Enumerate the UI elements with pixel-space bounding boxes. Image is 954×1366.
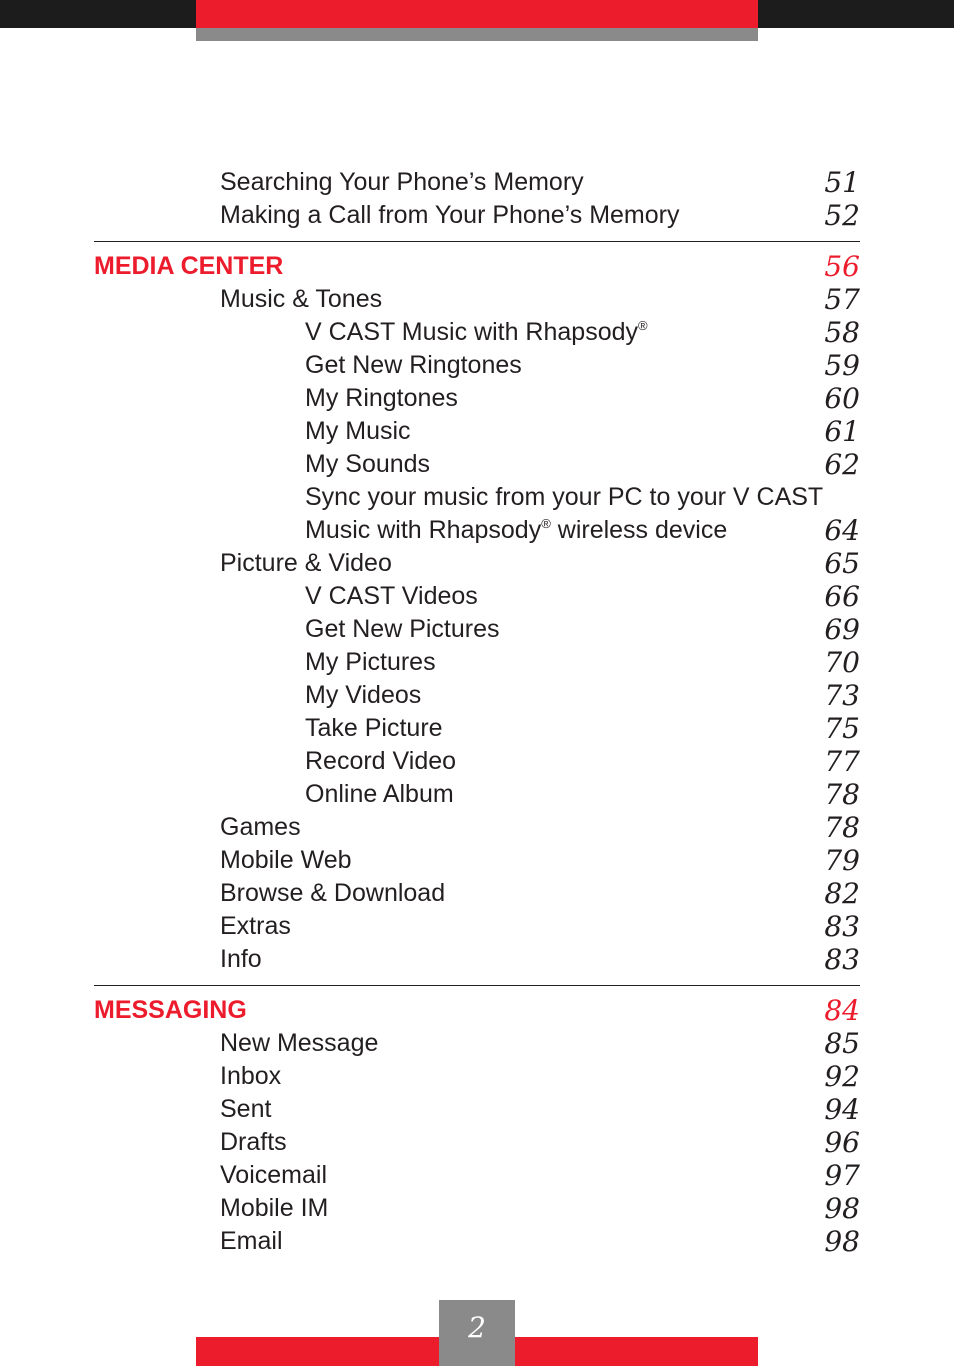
toc-entry-label: Picture & Video (220, 549, 392, 577)
table-of-contents (0, 166, 954, 1258)
toc-entry-page: 97 (824, 1159, 860, 1192)
toc-subentry (0, 448, 954, 481)
toc-subentry (0, 745, 954, 778)
toc-entry-page: 59 (824, 349, 860, 382)
toc-entry-page: 62 (824, 448, 860, 481)
toc-entry-page: 92 (824, 1060, 860, 1093)
toc-entry-label: Record Video (305, 747, 457, 775)
toc-entry-label: Inbox (220, 1062, 282, 1090)
toc-entry (0, 1060, 954, 1093)
toc-entry-label: Sync your music from your PC to your V CAST (305, 483, 824, 511)
section-divider (94, 985, 860, 986)
toc-entry (0, 547, 954, 580)
toc-entry-page: 78 (824, 778, 860, 811)
toc-entry-label: Searching Your Phone’s Memory (220, 168, 584, 196)
section-page: 56 (824, 250, 860, 283)
toc-subentry-line2 (0, 514, 954, 547)
toc-entry (0, 844, 954, 877)
toc-subentry-line1 (0, 481, 954, 514)
section-title: MESSAGING (94, 996, 247, 1024)
toc-entry-page: 83 (824, 943, 860, 976)
registered-mark: ® (541, 516, 551, 531)
toc-entry-label: My Music (305, 417, 411, 445)
toc-entry-label: My Videos (305, 681, 422, 709)
toc-entry-label: My Sounds (305, 450, 431, 478)
top-header-gray-bar (196, 28, 758, 41)
top-header-red-bar (196, 0, 758, 28)
toc-entry-page: 75 (824, 712, 860, 745)
toc-entry-label: Music & Tones (220, 285, 383, 313)
toc-subentry (0, 613, 954, 646)
toc-entry-label: Take Picture (305, 714, 443, 742)
section-heading-messaging (0, 994, 954, 1027)
toc-entry (0, 1093, 954, 1126)
toc-entry-page: 65 (824, 547, 860, 580)
toc-entry (0, 283, 954, 316)
toc-subentry (0, 415, 954, 448)
section-page: 84 (824, 994, 860, 1027)
toc-entry-page: 51 (824, 166, 860, 199)
toc-entry (0, 877, 954, 910)
toc-subentry (0, 778, 954, 811)
toc-entry-page: 85 (824, 1027, 860, 1060)
section-heading-media-center (0, 250, 954, 283)
toc-entry-page: 52 (824, 199, 860, 232)
toc-entry-page: 60 (824, 382, 860, 415)
toc-entry-label (305, 514, 727, 547)
toc-entry-page: 98 (824, 1225, 860, 1258)
toc-subentry (0, 580, 954, 613)
toc-entry-label: Mobile IM (220, 1194, 329, 1222)
toc-entry-page: 77 (824, 745, 860, 778)
toc-entry-label: Voicemail (220, 1161, 327, 1189)
toc-subentry (0, 316, 954, 349)
toc-entry-label: Games (220, 813, 301, 841)
toc-entry-page: 82 (824, 877, 860, 910)
toc-entry-page: 66 (824, 580, 860, 613)
toc-entry-page: 83 (824, 910, 860, 943)
toc-entry (0, 1225, 954, 1258)
toc-entry-page: 73 (824, 679, 860, 712)
label-text: Music with Rhapsody (305, 516, 542, 544)
toc-entry-label: New Message (220, 1029, 379, 1057)
toc-entry-page: 57 (824, 283, 860, 316)
toc-entry-label: Get New Ringtones (305, 351, 522, 379)
toc-subentry (0, 646, 954, 679)
page-number: 2 (468, 1311, 486, 1344)
toc-entry (0, 910, 954, 943)
toc-entry-page: 78 (824, 811, 860, 844)
toc-entry-page: 69 (824, 613, 860, 646)
toc-entry-label (305, 316, 648, 349)
toc-entry-label: Browse & Download (220, 879, 446, 907)
toc-entry-page: 79 (824, 844, 860, 877)
toc-entry-label: Making a Call from Your Phone’s Memory (220, 201, 680, 229)
toc-entry-page: 96 (824, 1126, 860, 1159)
toc-entry-label: Extras (220, 912, 291, 940)
toc-entry-label: My Pictures (305, 648, 436, 676)
toc-entry-page: 94 (824, 1093, 860, 1126)
toc-entry-page: 64 (824, 514, 860, 547)
toc-entry-label: V CAST Videos (305, 582, 478, 610)
label-text: wireless device (550, 516, 728, 544)
toc-entry-page: 61 (824, 415, 860, 448)
toc-entry-label: Info (220, 945, 262, 973)
toc-entry (0, 199, 954, 232)
toc-subentry (0, 382, 954, 415)
toc-subentry (0, 712, 954, 745)
toc-entry-label: Get New Pictures (305, 615, 500, 643)
toc-entry (0, 166, 954, 199)
toc-subentry (0, 349, 954, 382)
section-divider (94, 241, 860, 242)
toc-entry (0, 1192, 954, 1225)
page-number-tab (439, 1300, 515, 1366)
toc-entry (0, 1027, 954, 1060)
label-text: V CAST Music with Rhapsody (305, 318, 638, 346)
toc-entry-label: My Ringtones (305, 384, 458, 412)
toc-subentry (0, 679, 954, 712)
registered-mark: ® (638, 318, 648, 333)
toc-entry-label: Email (220, 1227, 283, 1255)
toc-entry-label: Sent (220, 1095, 272, 1123)
toc-entry-page: 98 (824, 1192, 860, 1225)
toc-entry (0, 1126, 954, 1159)
toc-entry-label: Online Album (305, 780, 454, 808)
toc-entry-label: Drafts (220, 1128, 287, 1156)
toc-entry-label: Mobile Web (220, 846, 352, 874)
toc-entry (0, 1159, 954, 1192)
toc-entry (0, 811, 954, 844)
toc-entry-page: 58 (824, 316, 860, 349)
toc-entry (0, 943, 954, 976)
toc-entry-page: 70 (824, 646, 860, 679)
section-title: MEDIA CENTER (94, 252, 284, 280)
